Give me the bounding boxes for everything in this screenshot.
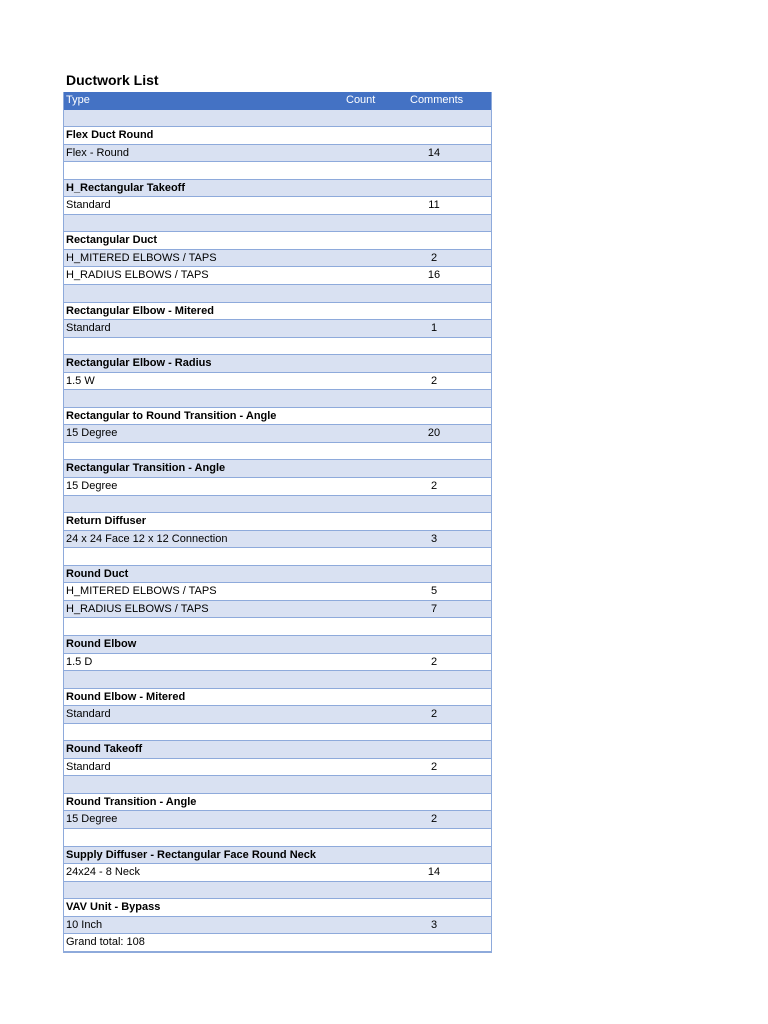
group-name: Rectangular Duct	[66, 234, 158, 247]
group-header-row[interactable]	[64, 180, 491, 198]
group-header-row[interactable]	[64, 460, 491, 478]
item-row[interactable]	[64, 864, 491, 882]
count-cell: 11	[428, 199, 440, 212]
group-name: Round Elbow	[66, 637, 137, 650]
group-name: Round Takeoff	[66, 743, 143, 756]
group-header-row[interactable]	[64, 355, 491, 373]
type-cell: 15 Degree	[66, 813, 118, 826]
schedule-body	[64, 110, 491, 952]
type-cell: Standard	[66, 708, 111, 721]
blank-row[interactable]	[64, 390, 491, 408]
ductwork-schedule-table	[63, 92, 492, 953]
blank-row[interactable]	[64, 829, 491, 847]
item-row[interactable]	[64, 583, 491, 601]
type-cell: H_RADIUS ELBOWS / TAPS	[66, 602, 209, 615]
item-row[interactable]	[64, 478, 491, 496]
type-cell: Standard	[66, 322, 111, 335]
count-cell: 2	[430, 655, 438, 668]
group-header-row[interactable]	[64, 689, 491, 707]
type-cell: Flex - Round	[66, 146, 129, 159]
type-cell: H_MITERED ELBOWS / TAPS	[66, 585, 217, 598]
count-cell: 2	[430, 813, 438, 826]
group-name: Supply Diffuser - Rectangular Face Round Neck	[66, 848, 316, 861]
table-header-row	[64, 92, 491, 110]
column-header-count[interactable]: Count	[346, 94, 376, 106]
count-cell: 14	[427, 866, 441, 879]
count-cell: 2	[430, 708, 438, 721]
item-row[interactable]	[64, 373, 491, 391]
schedule-title: Ductwork List	[66, 72, 159, 88]
count-cell: 5	[430, 585, 438, 598]
count-cell: 14	[427, 146, 441, 159]
blank-row[interactable]	[64, 215, 491, 233]
group-name: Round Elbow - Mitered	[66, 690, 186, 703]
blank-row[interactable]	[64, 285, 491, 303]
blank-row[interactable]	[64, 443, 491, 461]
group-name: Flex Duct Round	[66, 129, 154, 142]
type-cell: 10 Inch	[66, 918, 103, 931]
grand-total-label: Grand total: 108	[66, 936, 145, 949]
type-cell: H_RADIUS ELBOWS / TAPS	[66, 269, 209, 282]
item-row[interactable]	[64, 811, 491, 829]
count-cell: 2	[430, 251, 438, 264]
type-cell: 15 Degree	[66, 427, 118, 440]
group-header-row[interactable]	[64, 408, 491, 426]
type-cell: 1.5 D	[66, 655, 93, 668]
group-header-row[interactable]	[64, 636, 491, 654]
blank-row[interactable]	[64, 724, 491, 742]
item-row[interactable]	[64, 759, 491, 777]
group-header-row[interactable]	[64, 513, 491, 531]
blank-row[interactable]	[64, 162, 491, 180]
blank-row[interactable]	[64, 110, 491, 128]
item-row[interactable]	[64, 320, 491, 338]
group-name: Rectangular Elbow - Mitered	[66, 304, 214, 317]
group-name: Return Diffuser	[66, 515, 147, 528]
count-cell: 7	[430, 602, 438, 615]
group-name: Rectangular Elbow - Radius	[66, 357, 212, 370]
item-row[interactable]	[64, 706, 491, 724]
blank-row[interactable]	[64, 882, 491, 900]
grand-total-row[interactable]	[64, 934, 491, 952]
column-header-comments[interactable]: Comments	[410, 94, 464, 106]
blank-row[interactable]	[64, 671, 491, 689]
blank-row[interactable]	[64, 618, 491, 636]
type-cell: Standard	[66, 760, 111, 773]
item-row[interactable]	[64, 197, 491, 215]
group-name: Rectangular to Round Transition - Angle	[66, 409, 277, 422]
group-header-row[interactable]	[64, 566, 491, 584]
type-cell: 24x24 - 8 Neck	[66, 866, 140, 879]
group-header-row[interactable]	[64, 232, 491, 250]
item-row[interactable]	[64, 531, 491, 549]
item-row[interactable]	[64, 601, 491, 619]
count-cell: 20	[427, 427, 441, 440]
group-header-row[interactable]	[64, 847, 491, 865]
count-cell: 2	[430, 760, 438, 773]
group-header-row[interactable]	[64, 127, 491, 145]
group-name: Round Duct	[66, 567, 129, 580]
group-header-row[interactable]	[64, 794, 491, 812]
count-cell: 3	[430, 532, 438, 545]
item-row[interactable]	[64, 145, 491, 163]
blank-row[interactable]	[64, 776, 491, 794]
type-cell: 15 Degree	[66, 480, 118, 493]
item-row[interactable]	[64, 917, 491, 935]
count-cell: 2	[430, 480, 438, 493]
group-name: Rectangular Transition - Angle	[66, 462, 226, 475]
count-cell: 3	[430, 918, 438, 931]
group-name: VAV Unit - Bypass	[66, 901, 161, 914]
type-cell: 1.5 W	[66, 374, 95, 387]
item-row[interactable]	[64, 250, 491, 268]
count-cell: 1	[430, 322, 438, 335]
count-cell: 2	[430, 374, 438, 387]
group-header-row[interactable]	[64, 303, 491, 321]
group-name: Round Transition - Angle	[66, 795, 197, 808]
blank-row[interactable]	[64, 496, 491, 514]
type-cell: Standard	[66, 199, 111, 212]
item-row[interactable]	[64, 654, 491, 672]
group-header-row[interactable]	[64, 741, 491, 759]
type-cell: H_MITERED ELBOWS / TAPS	[66, 251, 217, 264]
group-header-row[interactable]	[64, 899, 491, 917]
column-header-type[interactable]: Type	[66, 94, 90, 106]
item-row[interactable]	[64, 425, 491, 443]
type-cell: 24 x 24 Face 12 x 12 Connection	[66, 532, 228, 545]
blank-row[interactable]	[64, 338, 491, 356]
item-row[interactable]	[64, 267, 491, 285]
group-name: H_Rectangular Takeoff	[66, 181, 185, 194]
blank-row[interactable]	[64, 548, 491, 566]
count-cell: 16	[427, 269, 441, 282]
